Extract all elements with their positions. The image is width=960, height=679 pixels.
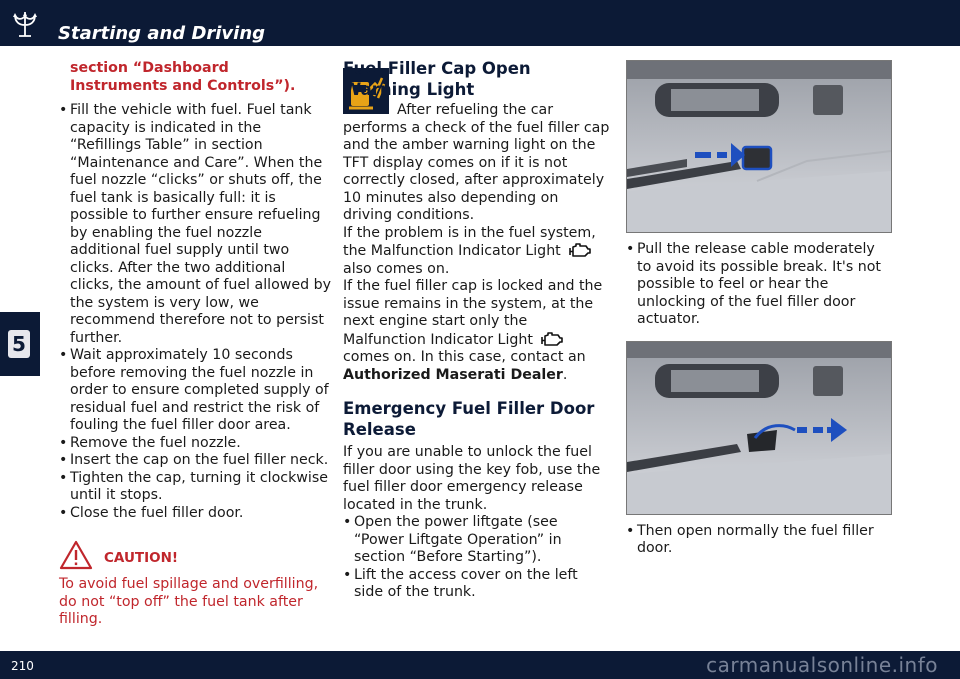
column-3 xyxy=(626,60,892,558)
refuel-steps-list xyxy=(59,102,331,522)
engine-malfunction-icon xyxy=(539,331,565,349)
list-item: • Then open normally the fuel filler door. xyxy=(626,523,892,558)
fuel-cap-warning-paragraph: After refueling the car performs a check of the fuel filler cap and the amber warning light on the TFT display comes on if it is not correctly closed, after approximately 10 minutes also depending on driving conditions. xyxy=(343,102,610,223)
fuel-system-text: If the problem is in the fuel system, the Malfunction Indicator Light xyxy=(343,224,596,259)
release-cable-photo xyxy=(626,341,892,515)
section-heading-emergency-release: Emergency Fuel Filler Door Release xyxy=(343,399,595,439)
trident-logo-icon xyxy=(10,10,40,38)
fuel-system-text-end: also comes on. xyxy=(343,260,450,277)
list-item: • Lift the access cover on the left side of the trunk. xyxy=(343,567,611,602)
dealer-name: Authorized Maserati Dealer xyxy=(343,366,563,383)
caution-text: To avoid fuel spillage and overfilling, do not “top off” the fuel tank after filling. xyxy=(59,576,319,627)
cap-locked-paragraph xyxy=(343,278,611,384)
list-item: • Tighten the cap, turning it clockwise until it stops. xyxy=(59,470,331,505)
cap-locked-text: If the fuel filler cap is locked and the issue remains in the system, at the next engine start only the Malfunction Indicator Light xyxy=(343,278,603,348)
cap-locked-text-2: comes on. In this case, contact an xyxy=(343,349,586,365)
trunk-access-cover-photo xyxy=(626,60,892,233)
list-item: • Insert the cap on the fuel filler neck. xyxy=(59,452,331,470)
watermark: carmanualsonline.info xyxy=(706,653,938,677)
emergency-steps-list xyxy=(343,514,611,602)
release-cable-steps-list xyxy=(626,241,892,329)
chapter-number: 5 xyxy=(8,330,30,358)
list-item: • Remove the fuel nozzle. xyxy=(59,435,331,453)
list-item: • Open the power liftgate (see “Power Liftgate Operation” in section “Before Starting”). xyxy=(343,514,611,567)
column-1 xyxy=(59,60,331,629)
list-item: • Fill the vehicle with fuel. Fuel tank capacity is indicated in the “Refillings Table” in section “Maintenance and Care”. When the fuel nozzle “clicks” or shuts off, the fuel tank is basically full: it is possible to further ensure refueling by enabling the fuel nozzle additional fuel supply until two clicks. After the two additional clicks, the amount of fuel allowed by the system is very low, we recommend therefore not to persist further. xyxy=(59,102,331,347)
emergency-release-paragraph: If you are unable to unlock the fuel filler door using the key fob, use the fuel filler door emergency release located in the trunk. xyxy=(343,444,601,513)
fuel-system-paragraph xyxy=(343,225,611,279)
page-header xyxy=(0,0,960,46)
list-item: • Wait approximately 10 seconds before removing the fuel nozzle in order to ensure completed supply of residual fuel and restrict the risk of fouling the fuel filler door area. xyxy=(59,347,331,435)
list-item: • Pull the release cable moderately to avoid its possible break. It's not possible to feel or hear the unlocking of the fuel filler door actuator. xyxy=(626,241,892,329)
continued-reference: section “Dashboard Instruments and Controls”). xyxy=(70,60,296,94)
chapter-tab xyxy=(0,312,40,376)
caution-label: CAUTION! xyxy=(104,550,179,566)
sentence-end: . xyxy=(562,366,568,383)
section-heading-fuel-cap-warning: Fuel Filler Cap Open Warning Light xyxy=(343,59,531,99)
open-door-steps-list xyxy=(626,523,892,558)
list-item: • Close the fuel filler door. xyxy=(59,505,331,523)
page-footer xyxy=(0,651,960,679)
page-title: Starting and Driving xyxy=(58,23,266,44)
engine-malfunction-icon xyxy=(567,242,593,260)
warning-triangle-icon xyxy=(59,540,93,570)
column-2 xyxy=(343,58,611,602)
caution-header xyxy=(59,540,331,570)
page-number: 210 xyxy=(11,659,34,673)
